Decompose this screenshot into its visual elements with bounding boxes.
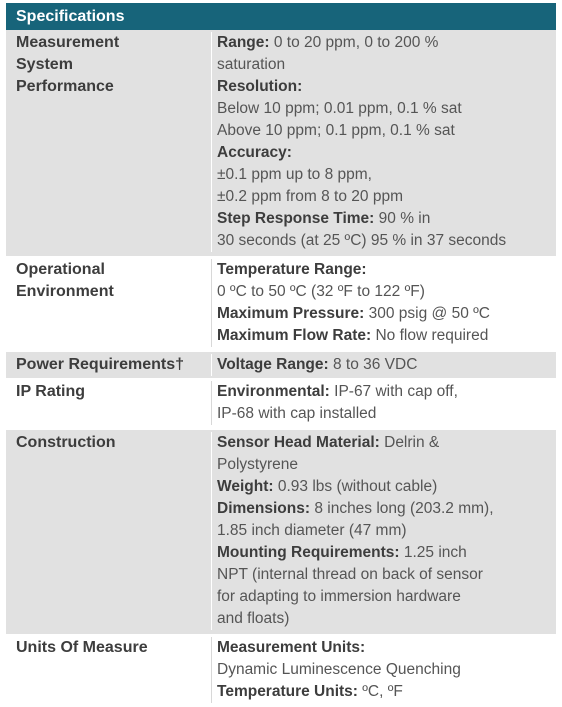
spec-label-line: Power Requirements† [16, 356, 185, 373]
spec-value-line [217, 259, 556, 281]
spec-key: Step Response Time: [217, 210, 375, 227]
spec-row [6, 256, 556, 351]
spec-value-line [217, 164, 556, 186]
spec-text: IP-68 with cap installed [217, 405, 377, 422]
spec-value-line [217, 120, 556, 142]
spec-label [6, 381, 211, 425]
spec-text: ±0.2 ppm from 8 to 20 ppm [217, 188, 403, 205]
spec-value-line [217, 325, 556, 347]
spec-label-line: System [16, 56, 73, 73]
spec-value-line [217, 354, 556, 376]
table-body [6, 30, 556, 707]
spec-row [6, 30, 556, 256]
spec-value [211, 32, 556, 252]
spec-text: 0.93 lbs (without cable) [273, 478, 438, 495]
spec-label [6, 259, 211, 347]
spec-value [211, 354, 556, 376]
spec-value-line [217, 564, 556, 586]
spec-value [211, 381, 556, 425]
spec-key: Temperature Units: [217, 683, 358, 700]
spec-text: ºC, ºF [357, 683, 403, 700]
specifications-table [6, 3, 556, 707]
spec-row [6, 429, 556, 634]
spec-value-line [217, 76, 556, 98]
spec-key: Maximum Flow Rate: [217, 327, 372, 344]
spec-text: 8 to 36 VDC [328, 356, 418, 373]
spec-value-line [217, 381, 556, 403]
spec-text: Below 10 ppm; 0.01 ppm, 0.1 % sat [217, 100, 462, 117]
spec-row [6, 378, 556, 429]
spec-value [211, 259, 556, 347]
spec-text: NPT (internal thread on back of sensor [217, 566, 483, 583]
spec-text: ±0.1 ppm up to 8 ppm, [217, 166, 372, 183]
spec-text: Above 10 ppm; 0.1 ppm, 0.1 % sat [217, 122, 455, 139]
spec-value-line [217, 432, 556, 454]
spec-value-line [217, 637, 556, 659]
spec-label-line: IP Rating [16, 383, 86, 400]
spec-text: Polystyrene [217, 456, 298, 473]
spec-text: and floats) [217, 610, 290, 627]
spec-value-line [217, 142, 556, 164]
spec-value-line [217, 98, 556, 120]
spec-key: Accuracy: [217, 144, 292, 161]
spec-text: for adapting to immersion hardware [217, 588, 461, 605]
spec-key: Resolution: [217, 78, 303, 95]
spec-text: Dynamic Luminescence Quenching [217, 661, 461, 678]
spec-value-line [217, 303, 556, 325]
spec-label-line: Units Of Measure [16, 639, 148, 656]
spec-value-line [217, 681, 556, 703]
spec-value-line [217, 230, 556, 252]
spec-value-line [217, 586, 556, 608]
spec-value [211, 432, 556, 630]
spec-value-line [217, 608, 556, 630]
spec-value-line [217, 403, 556, 425]
spec-key: Weight: [217, 478, 274, 495]
spec-value-line [217, 32, 556, 54]
spec-label [6, 32, 211, 252]
spec-key: Sensor Head Material: [217, 434, 380, 451]
spec-value-line [217, 208, 556, 230]
spec-text: 1.85 inch diameter (47 mm) [217, 522, 407, 539]
spec-label-line: Performance [16, 78, 114, 95]
spec-value-line [217, 520, 556, 542]
table-header: Specifications [6, 3, 556, 30]
spec-key: Range: [217, 34, 270, 51]
spec-label-line: Measurement [16, 34, 120, 51]
spec-text: 1.25 inch [399, 544, 467, 561]
spec-key: Temperature Range: [217, 261, 367, 278]
spec-label-line: Environment [16, 283, 114, 300]
spec-row [6, 351, 556, 378]
spec-label [6, 637, 211, 703]
spec-value-line [217, 186, 556, 208]
spec-text: 0 ºC to 50 ºC (32 ºF to 122 ºF) [217, 283, 425, 300]
spec-value-line [217, 476, 556, 498]
spec-text: 90 % in [374, 210, 431, 227]
spec-label [6, 354, 211, 376]
spec-value-line [217, 454, 556, 476]
spec-row [6, 634, 556, 707]
spec-value-line [217, 498, 556, 520]
spec-key: Environmental: [217, 383, 330, 400]
spec-text: No flow required [371, 327, 489, 344]
spec-text: Delrin & [379, 434, 440, 451]
spec-key: Mounting Requirements: [217, 544, 400, 561]
spec-text: 30 seconds (at 25 ºC) 95 % in 37 seconds [217, 232, 507, 249]
spec-text: IP-67 with cap off, [329, 383, 458, 400]
spec-text: saturation [217, 56, 286, 73]
spec-text: 8 inches long (203.2 mm), [310, 500, 494, 517]
spec-value-line [217, 542, 556, 564]
spec-text: 300 psig @ 50 ºC [364, 305, 490, 322]
spec-key: Voltage Range: [217, 356, 329, 373]
spec-label-line: Operational [16, 261, 105, 278]
spec-value-line [217, 54, 556, 76]
spec-text: 0 to 20 ppm, 0 to 200 % [269, 34, 439, 51]
spec-value-line [217, 281, 556, 303]
spec-key: Maximum Pressure: [217, 305, 365, 322]
spec-label [6, 432, 211, 630]
spec-label-line: Construction [16, 434, 116, 451]
spec-key: Dimensions: [217, 500, 311, 517]
spec-value [211, 637, 556, 703]
spec-key: Measurement Units: [217, 639, 366, 656]
spec-value-line [217, 659, 556, 681]
